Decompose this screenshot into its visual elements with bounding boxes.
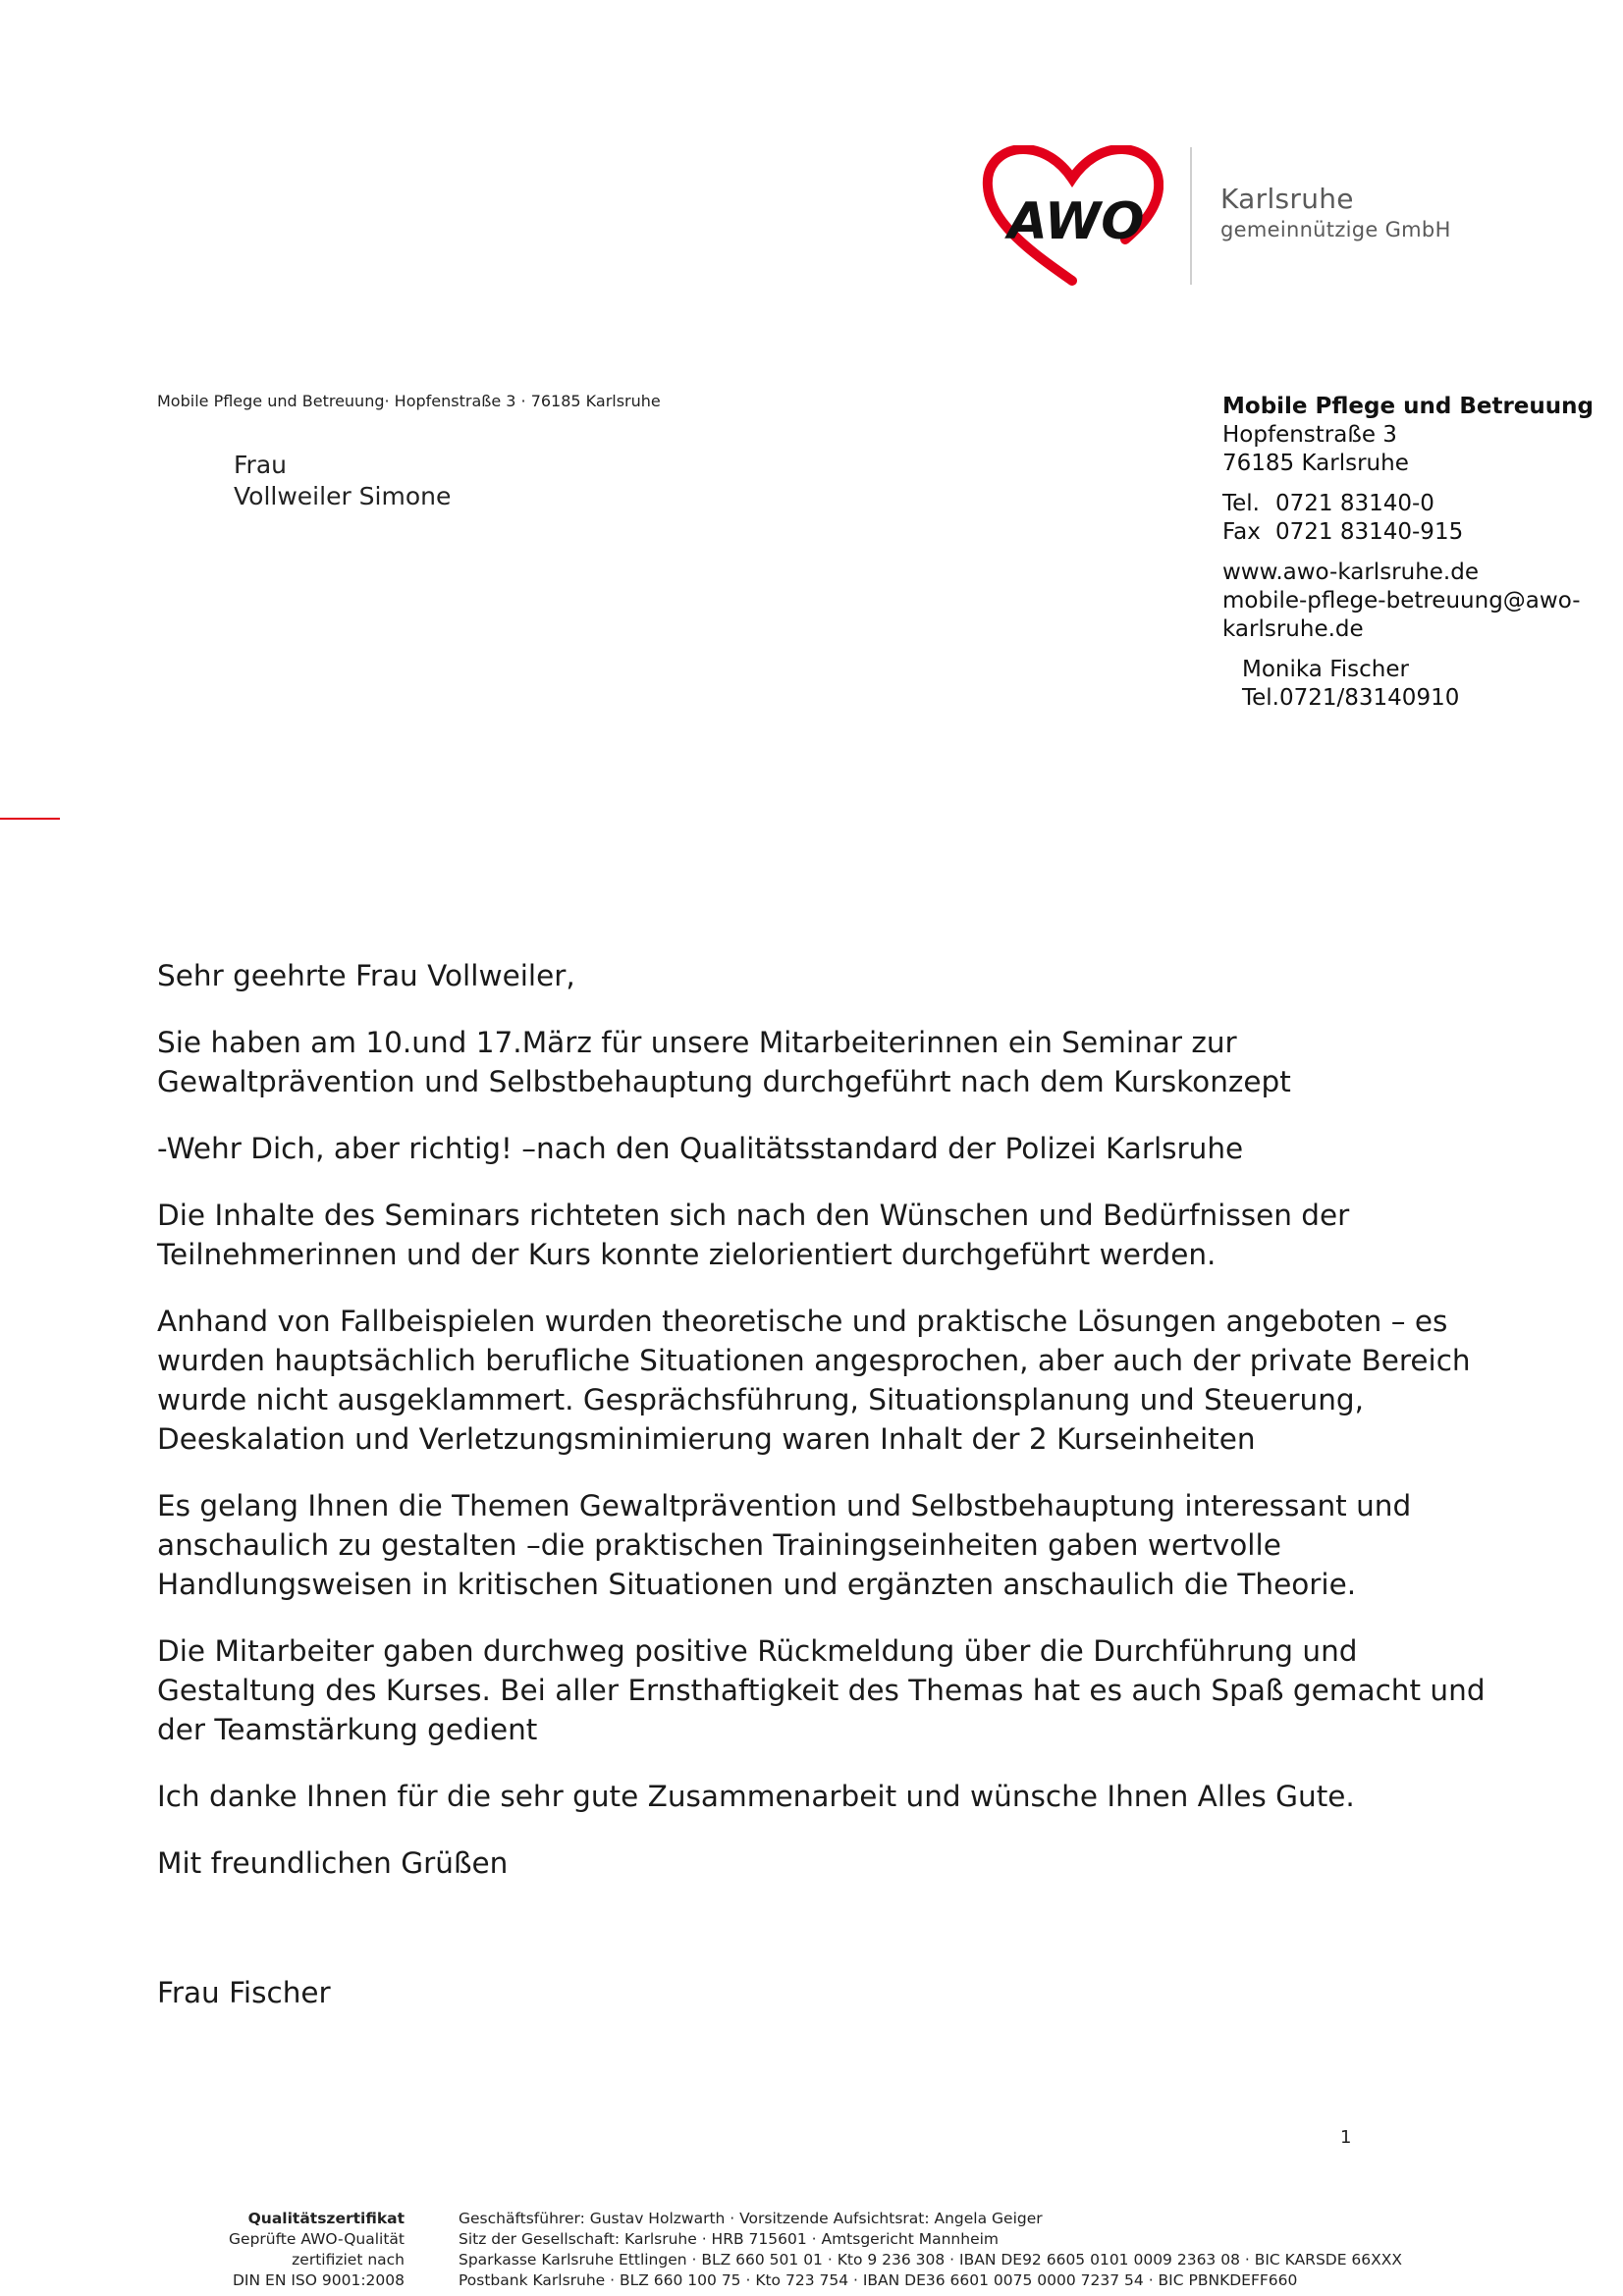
letter-paragraph: Die Mitarbeiter gaben durchweg positive Rückmeldung über die Durchführung und Gestaltung des Kurses. Bei aller Ernsthaftigkeit des Themas hat es auch Spaß gemacht und der Teamstärkung gedient	[157, 1634, 1486, 1746]
footer-certificate	[147, 2209, 405, 2291]
footer-line: Sitz der Gesellschaft: Karlsruhe · HRB 715601 · Amtsgericht Mannheim	[459, 2230, 1000, 2248]
logo-subtitle: gemeinnützige GmbH	[1220, 218, 1451, 241]
info-contact-name: Monika Fischer	[1242, 657, 1409, 682]
footer-cert-line: Geprüfte AWO-Qualität	[229, 2230, 405, 2248]
info-org: Mobile Pflege und Betreuung	[1222, 394, 1594, 419]
letter-paragraph: Ich danke Ihnen für die sehr gute Zusammenarbeit und wünsche Ihnen Alles Gute.	[157, 1780, 1355, 1813]
letter-paragraph: Die Inhalte des Seminars richteten sich nach den Wünschen und Bedürfnissen der Teilnehmerinnen und der Kurs konnte zielorientiert durchgeführt werden.	[157, 1199, 1350, 1271]
letter-paragraph: -Wehr Dich, aber richtig! –nach den Qualitätsstandard der Polizei Karlsruhe	[157, 1132, 1244, 1165]
info-email-line2[interactable]: karlsruhe.de	[1222, 616, 1364, 642]
footer-cert-title: Qualitätszertifikat	[247, 2210, 405, 2227]
recipient-salutation: Frau	[234, 451, 288, 479]
fold-mark	[0, 818, 60, 820]
logo-divider	[1190, 147, 1192, 285]
letter-closing: Mit freundlichen Grüßen	[157, 1846, 509, 1880]
info-fax: Fax 0721 83140-915	[1222, 519, 1464, 545]
letter-paragraph: Sie haben am 10.und 17.März für unsere Mitarbeiterinnen ein Seminar zur Gewaltprävention und Selbstbehauptung durchgeführt nach dem Kurskonzept	[157, 1026, 1291, 1098]
recipient-name: Vollweiler Simone	[234, 482, 452, 510]
info-city: 76185 Karlsruhe	[1222, 451, 1409, 476]
info-web-link[interactable]: www.awo-karlsruhe.de	[1222, 560, 1479, 585]
page-number: 1	[1340, 2127, 1352, 2148]
letter-greeting: Sehr geehrte Frau Vollweiler,	[157, 959, 575, 992]
footer-line: Sparkasse Karlsruhe Ettlingen · BLZ 660 501 01 · Kto 9 236 308 · IBAN DE92 6605 0101 0009 2363 08 · BIC KARSDE 66XXX	[459, 2251, 1403, 2269]
letter-paragraph: Es gelang Ihnen die Themen Gewaltprävention und Selbstbehauptung interessant und anschaulich zu gestalten –die praktischen Trainingseinheiten gaben wertvolle Handlungsweisen in kritischen Situationen und ergänzten anschaulich die Theorie.	[157, 1489, 1412, 1601]
awo-heart-logo	[982, 145, 1163, 288]
footer-company-details	[459, 2209, 1402, 2291]
info-street: Hopfenstraße 3	[1222, 422, 1397, 448]
logo-wordmark: AWO	[1007, 192, 1145, 251]
letter-body	[157, 956, 1492, 2040]
sender-info-block	[1222, 393, 1594, 713]
recipient-address	[234, 450, 451, 512]
info-contact-tel: Tel.0721/83140910	[1242, 685, 1460, 711]
letter-signature: Frau Fischer	[157, 1976, 331, 2009]
footer-line: Geschäftsführer: Gustav Holzwarth · Vorsitzende Aufsichtsrat: Angela Geiger	[459, 2210, 1043, 2227]
sender-return-address: Mobile Pflege und Betreuung· Hopfenstraße 3 · 76185 Karlsruhe	[157, 392, 661, 410]
letter-paragraph: Anhand von Fallbeispielen wurden theoretische und praktische Lösungen angeboten – es wurden hauptsächlich berufliche Situationen angesprochen, aber auch der private Bereich wurde nicht ausgeklammert. Gesprächsführung, Situationsplanung und Steuerung, Deeskalation und Verletzungsminimierung waren Inhalt der 2 Kurseinheiten	[157, 1305, 1471, 1456]
footer-cert-line: DIN EN ISO 9001:2008	[233, 2271, 405, 2289]
info-email-line1[interactable]: mobile-pflege-betreuung@awo-	[1222, 588, 1581, 614]
info-tel: Tel. 0721 83140-0	[1222, 491, 1434, 516]
footer-line: Postbank Karlsruhe · BLZ 660 100 75 · Kto 723 754 · IBAN DE36 6601 0075 0000 7237 54 · BIC PBNKDEFF660	[459, 2271, 1298, 2289]
footer-cert-line: zertifiziet nach	[292, 2251, 405, 2269]
logo-city: Karlsruhe	[1220, 183, 1354, 215]
